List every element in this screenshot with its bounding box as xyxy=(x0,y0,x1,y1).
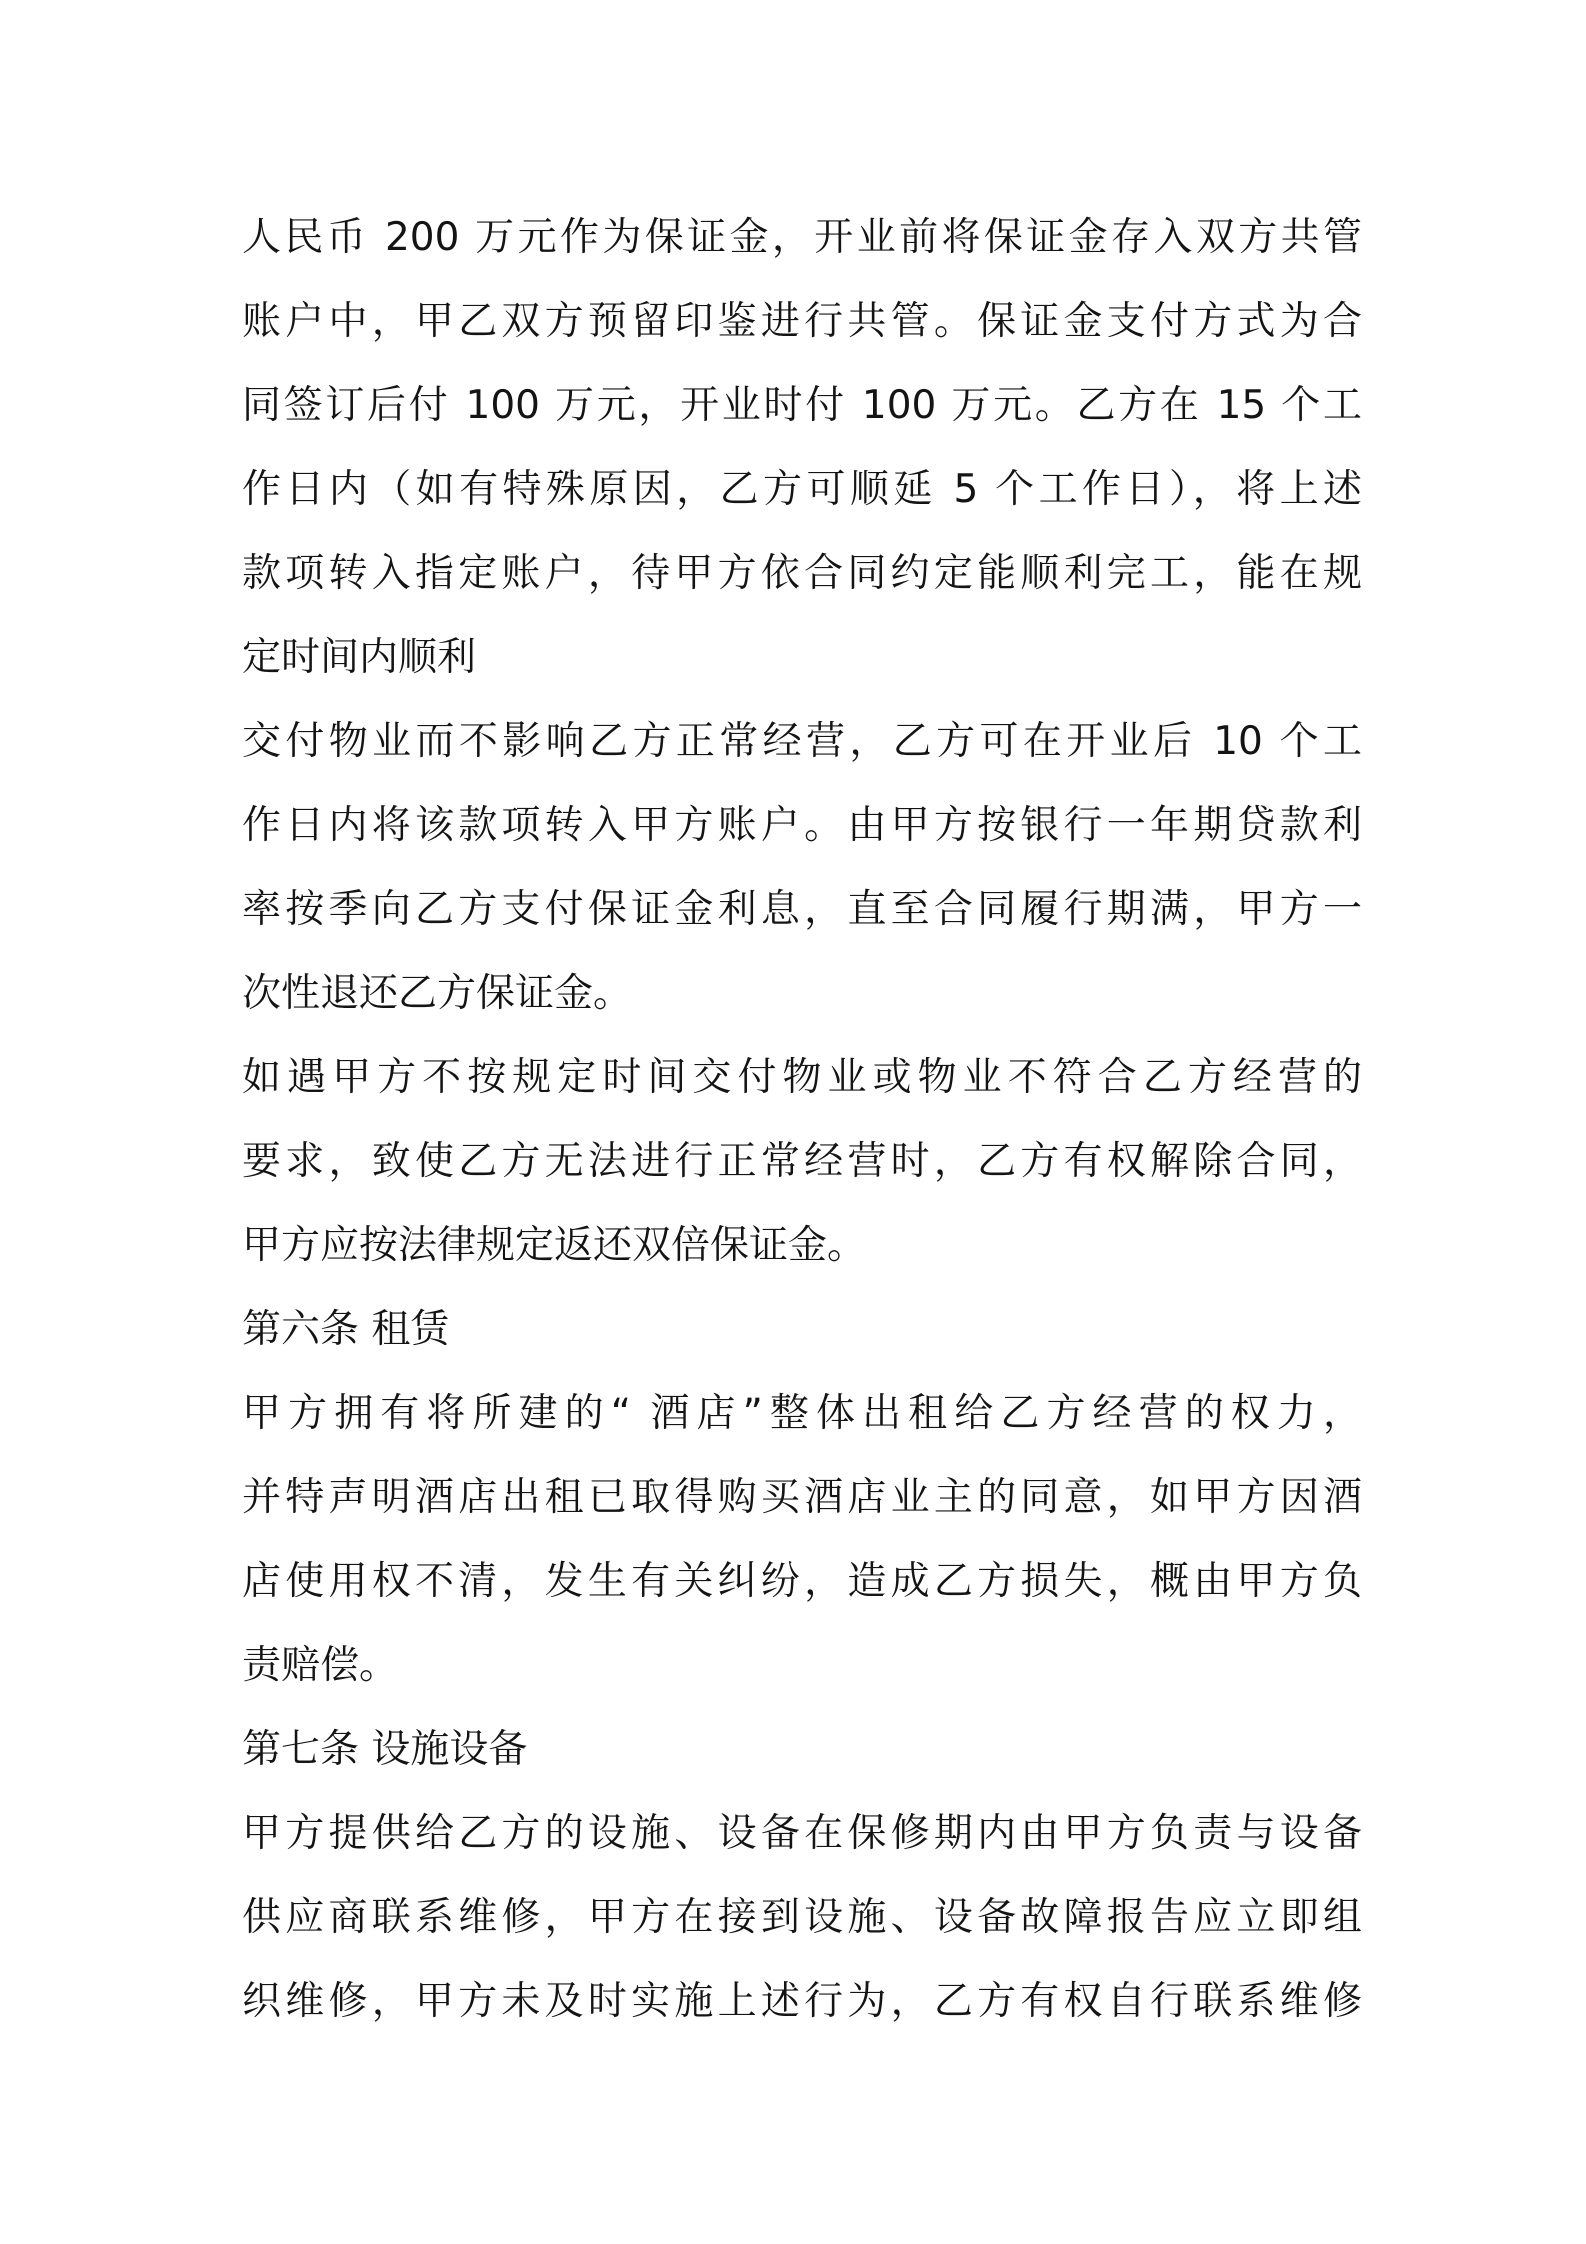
text-line: 织维修，甲方未及时实施上述行为，乙方有权自行联系维修 xyxy=(242,1979,1362,2024)
section-heading-article-6: 第六条 租赁 xyxy=(242,1307,450,1352)
text-line: 甲方拥有将所建的“ 酒店”整体出租给乙方经营的权力， xyxy=(242,1391,1362,1436)
text-line: 如遇甲方不按规定时间交付物业或物业不符合乙方经营的 xyxy=(242,1055,1362,1100)
text-line: 次性退还乙方保证金。 xyxy=(242,971,633,1016)
text-line: 供应商联系维修，甲方在接到设施、设备故障报告应立即组 xyxy=(242,1895,1362,1940)
text-line: 人民币 200 万元作为保证金，开业前将保证金存入双方共管 xyxy=(242,215,1362,260)
text-line: 定时间内顺利 xyxy=(242,635,477,680)
text-line: 并特声明酒店出租已取得购买酒店业主的同意，如甲方因酒 xyxy=(242,1475,1362,1520)
text-line: 作日内（如有特殊原因，乙方可顺延 5 个工作日），将上述 xyxy=(242,467,1362,512)
text-line: 账户中，甲乙双方预留印鉴进行共管。保证金支付方式为合 xyxy=(242,299,1362,344)
text-line: 交付物业而不影响乙方正常经营，乙方可在开业后 10 个工 xyxy=(242,719,1362,764)
text-line: 责赔偿。 xyxy=(242,1643,399,1688)
text-line: 甲方应按法律规定返还双倍保证金。 xyxy=(242,1223,867,1268)
text-line: 率按季向乙方支付保证金利息，直至合同履行期满，甲方一 xyxy=(242,887,1362,932)
document-body xyxy=(242,196,1362,2044)
text-line: 款项转入指定账户，待甲方依合同约定能顺利完工，能在规 xyxy=(242,551,1362,596)
text-line: 要求，致使乙方无法进行正常经营时，乙方有权解除合同， xyxy=(242,1139,1362,1184)
text-line: 甲方提供给乙方的设施、设备在保修期内由甲方负责与设备 xyxy=(242,1811,1362,1856)
section-heading-article-7: 第七条 设施设备 xyxy=(242,1727,528,1772)
text-line: 店使用权不清，发生有关纠纷，造成乙方损失，概由甲方负 xyxy=(242,1559,1362,1604)
text-line: 同签订后付 100 万元，开业时付 100 万元。乙方在 15 个工 xyxy=(242,383,1362,428)
text-line: 作日内将该款项转入甲方账户。由甲方按银行一年期贷款利 xyxy=(242,803,1362,848)
